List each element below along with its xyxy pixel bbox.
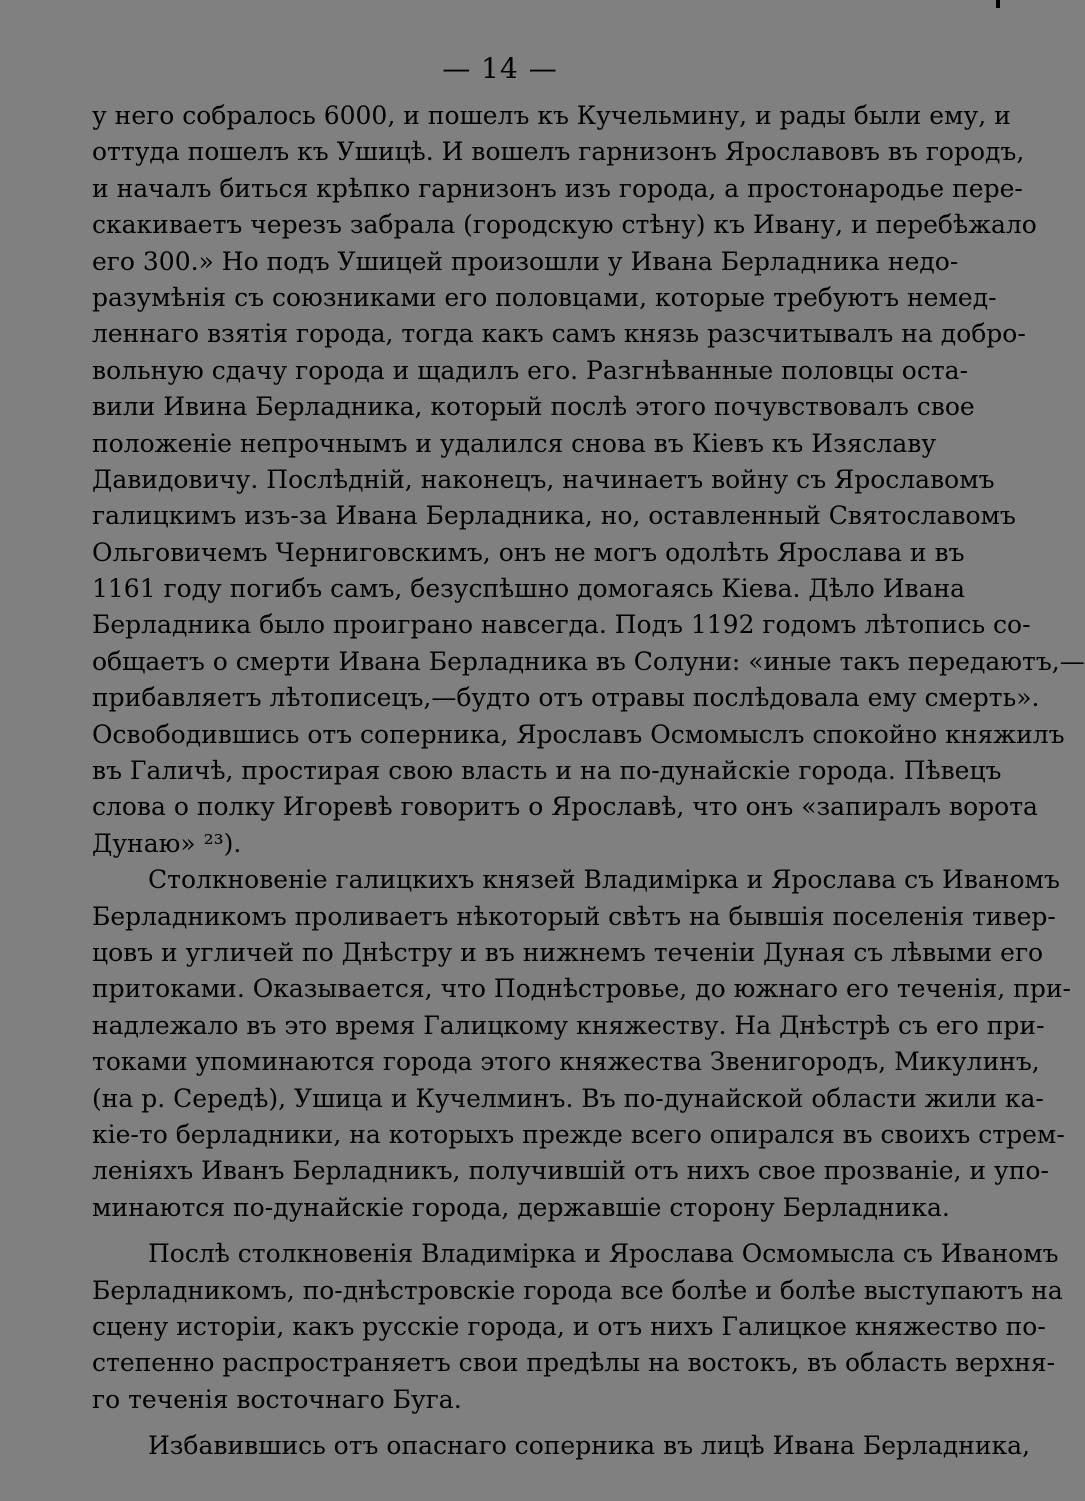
text-line: Освободившись отъ соперника, Ярославъ Осмомыслъ спокойно княжилъ <box>92 719 1065 749</box>
text-line: леннаго взятія города, тогда какъ самъ князь разсчитывалъ на добро- <box>92 319 1026 349</box>
page-number: — 14 — <box>442 52 558 85</box>
text-line: скакиваетъ черезъ забрала (городскую стѣну) къ Ивану, и перебѣжало <box>92 210 1037 240</box>
text-line: минаются по-дунайскіе города, державшіе сторону Берладника. <box>92 1192 950 1222</box>
text-line: токами упоминаются города этого княжества Звенигородъ, Микулинъ, <box>92 1047 1040 1077</box>
text-line: вили Ивина Берладника, который послѣ этого почувствовалъ свое <box>92 392 975 422</box>
paragraph <box>92 1236 1063 1418</box>
text-line: Избавившись отъ опаснаго соперника въ лицѣ Ивана Берладника, <box>148 1431 1031 1461</box>
text-line: степенно распространяетъ свои предѣлы на востокъ, въ область верхня- <box>92 1348 1056 1378</box>
text-line: и началъ биться крѣпко гарнизонъ изъ города, а простонародье пере- <box>92 173 1023 203</box>
text-line: притоками. Оказывается, что Поднѣстровье, до южнаго его теченія, при- <box>92 974 1071 1004</box>
text-line: Дунаю» ²³). <box>92 828 242 858</box>
text-line: Берладника было проиграно навсегда. Подъ 1192 годомъ лѣтопись со- <box>92 610 1031 640</box>
text-line: сцену исторіи, какъ русскіе города, и отъ нихъ Галицкое княжество по- <box>92 1311 1046 1341</box>
text-line: оттуда пошелъ къ Ушицѣ. И вошелъ гарнизонъ Ярославовъ въ городъ, <box>92 137 1025 167</box>
text-line: Столкновеніе галицкихъ князей Владимірка и Ярослава съ Иваномъ <box>148 865 1060 895</box>
text-line: прибавляетъ лѣтописецъ,—будто отъ отравы послѣдовала ему смерть». <box>92 683 1040 713</box>
text-line: галицкимъ изъ-за Ивана Берладника, но, оставленный Святославомъ <box>92 501 1016 531</box>
text-line: цовъ и угличей по Днѣстру и въ нижнемъ теченіи Дуная съ лѣвыми его <box>92 937 1044 967</box>
text-line: Берладникомъ, по-днѣстровскіе города все болѣе и болѣе выступаютъ на <box>92 1275 1063 1305</box>
text-line: (на р. Середѣ), Ушица и Кучелминъ. Въ по-дунайской области жили ка- <box>92 1083 1044 1113</box>
text-line: Берладникомъ проливаетъ нѣкоторый свѣтъ на бывшія поселенія тивер- <box>92 901 1056 931</box>
text-line: леніяхъ Иванъ Берладникъ, получившій отъ нихъ свое прозваніе, и упо- <box>92 1156 1049 1186</box>
text-line: Давидовичу. Послѣдній, наконецъ, начинаетъ войну съ Ярославомъ <box>92 464 995 494</box>
paragraph-gap <box>92 1418 924 1428</box>
paragraph <box>92 862 1071 1226</box>
corner-mark <box>996 0 1000 8</box>
text-line: положеніе непрочнымъ и удалился снова въ Кіевъ къ Изяславу <box>92 428 937 458</box>
text-line: у него собралось 6000, и пошелъ къ Кучельмину, и рады были ему, и <box>92 101 1011 130</box>
text-line: Ольговичемъ Черниговскимъ, онъ не могъ одолѣть Ярослава и въ <box>92 537 965 567</box>
text-line: кіе-то берладники, на которыхъ прежде всего опирался въ своихъ стрем- <box>92 1119 1065 1149</box>
text-line: Послѣ столкновенія Владимірка и Ярослава Осмомысла съ Иваномъ <box>148 1239 1059 1269</box>
text-line: вольную сдачу города и щадилъ его. Разгнѣванные половцы оста- <box>92 355 969 385</box>
paragraph <box>92 1428 1031 1464</box>
text-line: надлежало въ это время Галицкому княжеству. На Днѣстрѣ съ его при- <box>92 1010 1045 1040</box>
text-line: въ Галичѣ, простирая свою власть и на по-дунайскіе города. Пѣвецъ <box>92 756 1002 786</box>
text-line: слова о полку Игоревѣ говоритъ о Ярославѣ, что онъ «запиралъ ворота <box>92 792 1038 822</box>
text-line: го теченія восточнаго Буга. <box>92 1384 462 1414</box>
text-line: его 300.» Но подъ Ушицей произошли у Ивана Берладника недо- <box>92 246 959 276</box>
body-text <box>92 98 1085 1464</box>
text-line: разумѣнія съ союзниками его половцами, которые требуютъ немед- <box>92 282 997 312</box>
text-line: 1161 году погибъ самъ, безуспѣшно домогаясь Кіева. Дѣло Ивана <box>92 574 966 604</box>
text-line: общаетъ о смерти Ивана Берладника въ Солуни: «иные такъ передаютъ,— <box>92 646 1085 676</box>
paragraph <box>92 98 1085 862</box>
paragraph-gap <box>92 1226 924 1236</box>
